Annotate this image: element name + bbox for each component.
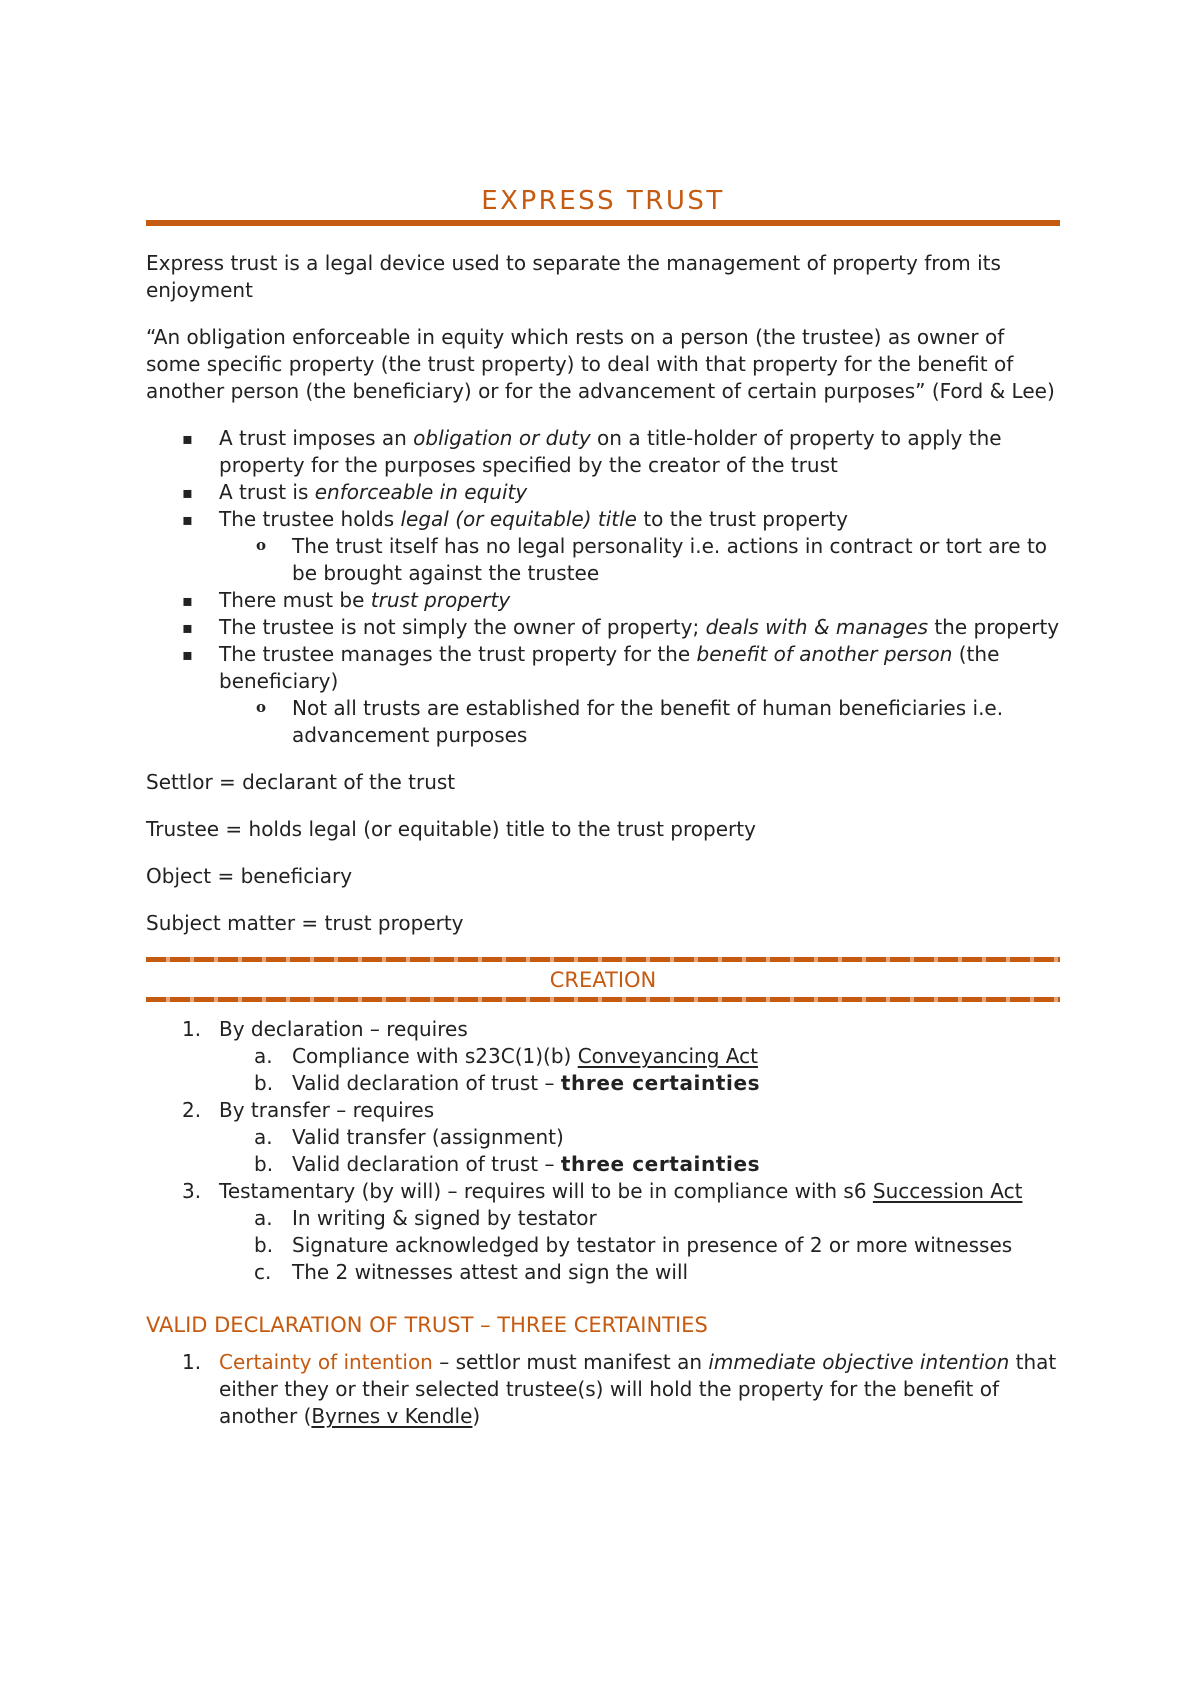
sub-list bbox=[219, 695, 1060, 749]
certainties-list bbox=[146, 1349, 1060, 1430]
statute-reference: Conveyancing Act bbox=[577, 1044, 758, 1068]
list-item: 2. By transfer – requires a. Valid transfer (assignment) b. Valid declaration of trust – three certainties bbox=[146, 1097, 1060, 1178]
section-rule-bottom bbox=[146, 997, 1060, 1002]
definition-paragraph: Express trust is a legal device used to separate the management of property from its enjoyment bbox=[146, 251, 1001, 302]
sub-list-item: a. Compliance with s23C(1)(b) Conveyancing Act bbox=[254, 1044, 758, 1068]
sub-list-item: o The trust itself has no legal personality i.e. actions in contract or tort are to be brought against the trustee bbox=[219, 533, 1060, 587]
sub-list-item: b. Signature acknowledged by testator in presence of 2 or more witnesses bbox=[254, 1233, 1013, 1257]
definition-subject-matter: Subject matter = trust property bbox=[146, 911, 464, 935]
definition-trustee: Trustee = holds legal (or equitable) title to the trust property bbox=[146, 817, 756, 841]
definition-object: Object = beneficiary bbox=[146, 864, 353, 888]
certainty-label: Certainty of intention bbox=[219, 1350, 433, 1374]
sub-list bbox=[219, 1205, 1060, 1286]
sub-list bbox=[219, 1043, 1060, 1097]
page-title: EXPRESS TRUST bbox=[481, 186, 725, 216]
title-underline bbox=[146, 220, 1060, 226]
sub-list bbox=[219, 1124, 1060, 1178]
section-rule-top bbox=[146, 957, 1060, 962]
sub-list-item: a. Valid transfer (assignment) bbox=[254, 1125, 564, 1149]
sub-list-item: c. The 2 witnesses attest and sign the will bbox=[254, 1260, 689, 1284]
list-item: ▪ There must be trust property bbox=[146, 587, 1060, 614]
list-item: 1. Certainty of intention – settlor must manifest an immediate objective intention that either they or their selected trustee(s) will hold the property for the benefit of another (Byrnes v Kendle) bbox=[182, 1350, 1057, 1428]
sub-list bbox=[219, 533, 1060, 587]
sub-list-item: o Not all trusts are established for the benefit of human beneficiaries i.e. advancement purposes bbox=[219, 695, 1060, 749]
trust-features-list bbox=[146, 425, 1060, 749]
list-item: 1. By declaration – requires a. Compliance with s23C(1)(b) Conveyancing Act b. Valid declaration of trust – three certainties bbox=[146, 1016, 1060, 1097]
list-item: ▪ The trustee holds legal (or equitable) title to the trust property o The trust itself has no legal personality i.e. actions in contract or tort are to be brought against the trustee bbox=[146, 506, 1060, 587]
sub-list-item: a. In writing & signed by testator bbox=[254, 1206, 597, 1230]
section-heading-certainties: VALID DECLARATION OF TRUST – THREE CERTAINTIES bbox=[146, 1313, 708, 1337]
list-item: ▪ A trust imposes an obligation or duty on a title-holder of property to apply the property for the purposes specified by the creator of the trust bbox=[146, 425, 1060, 479]
statute-reference: Succession Act bbox=[872, 1179, 1023, 1203]
section-heading-creation: CREATION bbox=[549, 968, 657, 992]
list-item: ▪ A trust is enforceable in equity bbox=[146, 479, 1060, 506]
list-item: ▪ The trustee manages the trust property for the benefit of another person (the beneficiary) o Not all trusts are established for the benefit of human beneficiaries i.e. advancement purposes bbox=[146, 641, 1060, 749]
definition-settlor: Settlor = declarant of the trust bbox=[146, 770, 456, 794]
sub-list-item: b. Valid declaration of trust – three certainties bbox=[254, 1071, 761, 1095]
list-item: 3. Testamentary (by will) – requires will to be in compliance with s6 Succession Act a. In writing & signed by testator b. Signature acknowledged by testator in presence of 2 or more witnesses c. The 2 witnesses attest and sign the will bbox=[146, 1178, 1060, 1286]
ford-lee-quote: “An obligation enforceable in equity which rests on a person (the trustee) as owner of some specific property (the trust property) to deal with that property for the benefit of another person (the beneficiary) or for the advancement of certain purposes” (Ford & Lee) bbox=[146, 325, 1055, 403]
creation-list bbox=[146, 1016, 1060, 1286]
list-item: ▪ The trustee is not simply the owner of property; deals with & manages the property bbox=[146, 614, 1060, 641]
case-reference: Byrnes v Kendle bbox=[311, 1404, 473, 1428]
sub-list-item: b. Valid declaration of trust – three certainties bbox=[254, 1152, 761, 1176]
body-flow bbox=[146, 250, 1060, 1450]
